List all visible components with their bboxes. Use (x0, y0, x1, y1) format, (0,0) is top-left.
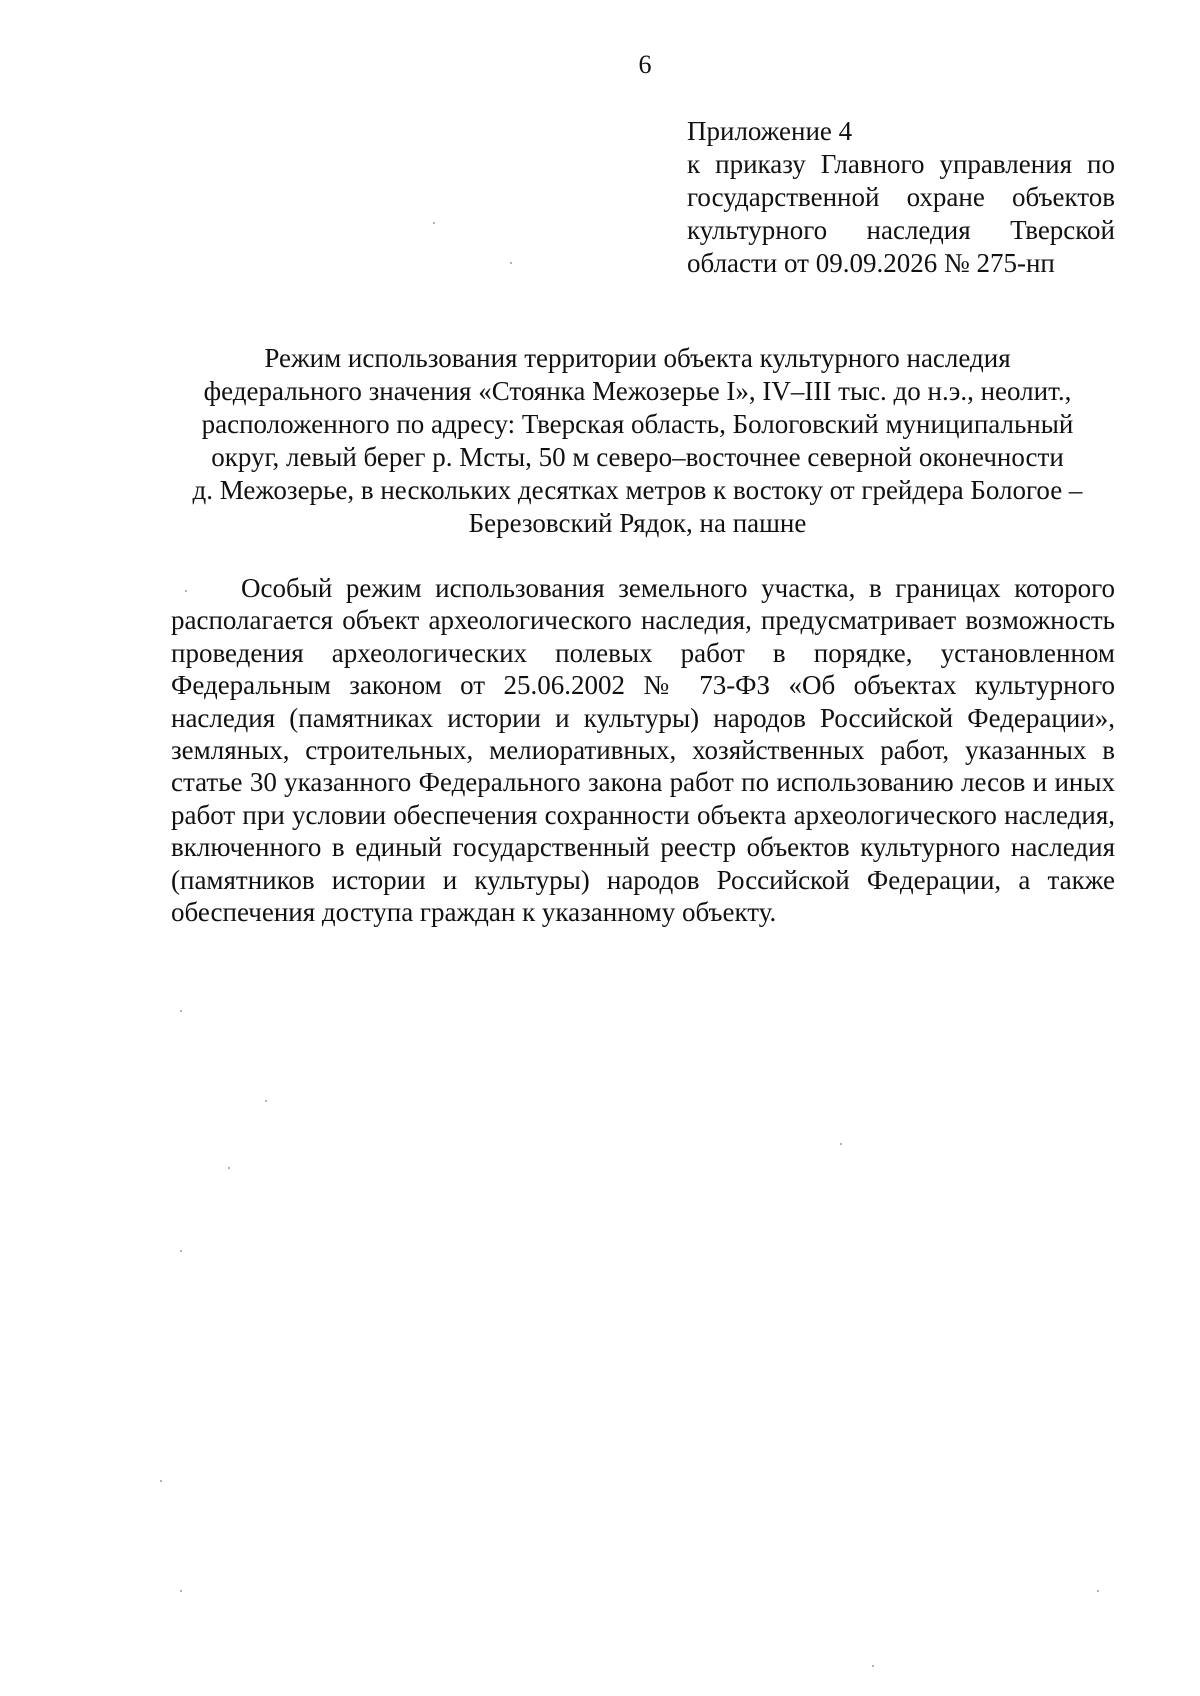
heading-line: федерального значения «Стоянка Межозерье I», IV–III тыс. до н.э., неолит., (203, 376, 1072, 406)
scan-speck (265, 1100, 267, 1102)
page-number: 6 (638, 50, 652, 79)
scan-speck (228, 1167, 230, 1169)
annex-block (687, 115, 1115, 280)
scan-speck (180, 1010, 182, 1012)
scan-speck (872, 1665, 874, 1667)
annex-title: Приложение 4 (687, 116, 853, 146)
heading-line: расположенного по адресу: Тверская область, Бологовский муниципальный (201, 409, 1074, 439)
scan-speck (180, 1250, 182, 1252)
heading-line: д. Межозерье, в нескольких десятках метров к востоку от грейдера Бологое – (192, 475, 1083, 505)
scan-speck (510, 262, 512, 264)
scan-speck (185, 590, 187, 592)
scan-speck (1097, 1590, 1099, 1592)
heading-line: Режим использования территории объекта культурного наследия (264, 343, 1011, 373)
scan-speck (433, 222, 435, 224)
scan-speck (840, 1143, 842, 1145)
annex-reference: к приказу Главного управления по государственной охране объектов культурного наследия Тверской области от 09.09.2026 № 275-нп (687, 149, 1115, 278)
document-heading (160, 342, 1115, 540)
heading-line: округ, левый берег р. Мсты, 50 м северо–восточнее северной оконечности (211, 442, 1064, 472)
heading-line: Березовский Рядок, на пашне (468, 508, 807, 538)
body-paragraph: Особый режим использования земельного участка, в границах которого располагается объект археологического наследия, предусматривает возможность проведения археологических полевых работ в порядке, установленном Федеральным законом от 25.06.2002 № 73-ФЗ «Об объектах культурного наследия (памятниках истории и культуры) народов Российской Федерации», земляных, строительных, мелиоративных, хозяйственных работ, указанных в статье 30 указанного Федерального закона работ по использованию лесов и иных работ при условии обеспечения сохранности объекта археологического наследия, включенного в единый государственный реестр объектов культурного наследия (памятников истории и культуры) народов Российской Федерации, а также обеспечения доступа граждан к указанному объекту. (171, 573, 1115, 928)
scan-speck (180, 1590, 182, 1592)
scan-speck (160, 1480, 162, 1482)
